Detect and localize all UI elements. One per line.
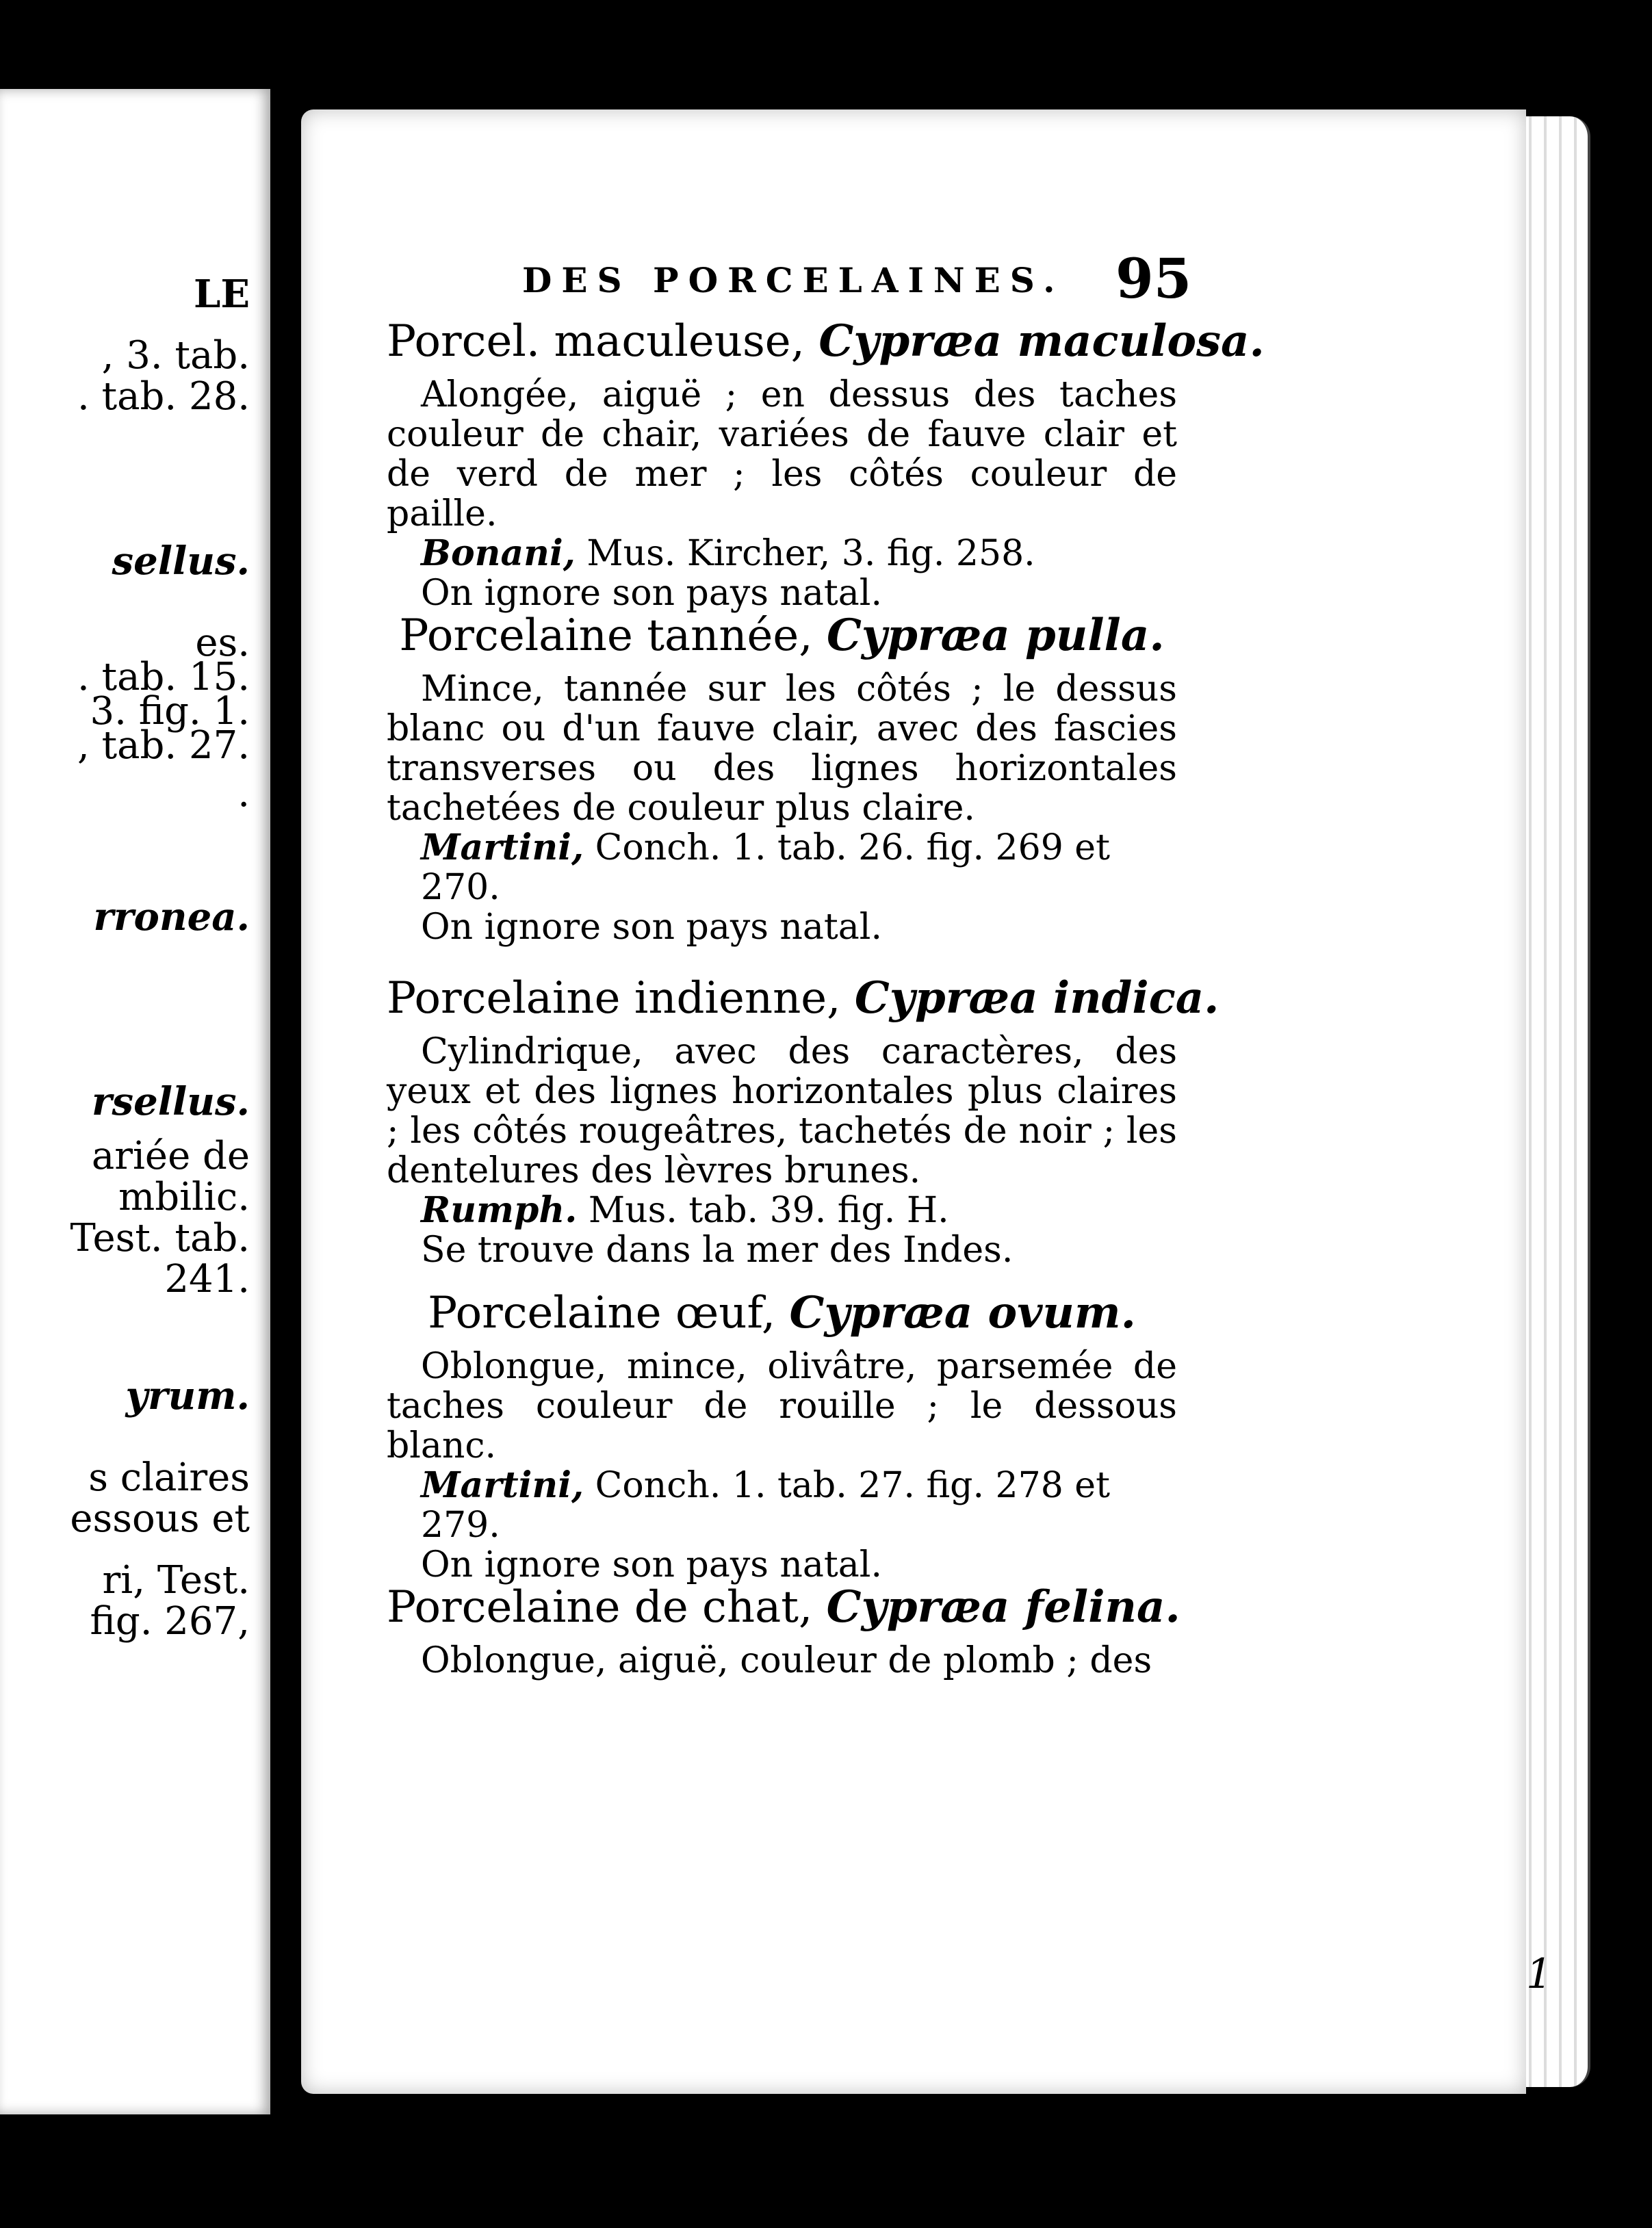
entry-title [387, 1286, 1177, 1340]
entry-latin: Cypræa ovum. [789, 1287, 1136, 1338]
ref-author: Martini, [421, 827, 584, 868]
left-page-line: Test. tab. [70, 1216, 250, 1260]
left-page-line: fig. 267, [90, 1599, 250, 1644]
left-page-line: 3. fig. 1. [90, 689, 250, 734]
left-page-line: LE [193, 272, 250, 317]
entry-maculosa [387, 315, 1265, 614]
ref-text: Conch. 1. tab. 26. fig. 269 et 270. [421, 827, 1110, 908]
left-page-line: rsellus. [92, 1079, 250, 1124]
ref-text: Conch. 1. tab. 27. fig. 278 et 279. [421, 1465, 1110, 1546]
left-page-line: ri, Test. [102, 1558, 250, 1603]
description-text: Oblongue, mince, olivâtre, parsemée de taches couleur de rouille ; le dessous blanc. [387, 1346, 1177, 1466]
entry-reference [387, 534, 1177, 573]
entry-ovum [387, 1286, 1177, 1585]
page-number: 95 [1115, 246, 1192, 311]
ref-author: Rumph. [421, 1189, 578, 1231]
entry-latin: Cypræa pulla. [826, 610, 1165, 661]
left-page-line: mbilic. [118, 1175, 250, 1219]
ref-text: Mus. Kircher, 3. fig. 258. [586, 533, 1035, 574]
left-page-line: 241. [164, 1257, 250, 1301]
entry-title [387, 315, 1265, 368]
ref-author: Martini, [421, 1464, 584, 1506]
entry-name: Porcelaine indienne, [387, 973, 841, 1024]
entry-reference [387, 1466, 1177, 1545]
entry-title [387, 1581, 1180, 1634]
entry-description [387, 1032, 1177, 1191]
entry-name: Porcel. maculeuse, [387, 316, 805, 367]
entry-latin: Cypræa maculosa. [818, 315, 1265, 367]
entry-description [387, 669, 1177, 828]
left-page-line: rronea. [93, 894, 250, 940]
entry-latin: Cypræa felina. [826, 1581, 1180, 1633]
left-page-line: s claires [88, 1455, 250, 1500]
left-page-line: ariée de [91, 1134, 250, 1178]
description-text: Oblongue, aiguë, couleur de plomb ; des [421, 1640, 1152, 1681]
ref-text: Mus. tab. 39. fig. H. [588, 1190, 949, 1231]
left-page-line: es. [195, 621, 250, 665]
left-page-line: , 3. tab. [101, 333, 250, 378]
left-page-line: essous et [70, 1497, 250, 1541]
entry-reference [387, 1191, 1177, 1230]
description-text: Alongée, aiguë ; en dessus des taches couleur de chair, variées de fauve clair et de verd de mer ; les côtés couleur de paille. [387, 374, 1177, 534]
entry-description [387, 1641, 1177, 1681]
entry-latin: Cypræa indica. [854, 972, 1219, 1024]
left-page-line: . [237, 771, 250, 816]
left-page-line: yrum. [125, 1373, 250, 1419]
left-page-line: sellus. [112, 539, 250, 584]
entry-origin: On ignore son pays natal. [421, 907, 882, 948]
left-page-line: . tab. 15. [77, 655, 250, 699]
entry-description [387, 1347, 1177, 1466]
entry-name: Porcelaine tannée, [399, 610, 813, 661]
entry-title [387, 609, 1177, 662]
entry-name: Porcelaine de chat, [387, 1582, 813, 1633]
margin-mark: 1 [1526, 1950, 1553, 1998]
running-title: DES PORCELAINES. [522, 260, 1065, 300]
ref-author: Bonani, [421, 532, 576, 574]
entry-title [387, 972, 1219, 1025]
description-text: Cylindrique, avec des caractères, des yeux et des lignes horizontales plus claires ; les côtés rougeâtres, tachetés de noir ; les dentelures des lèvres brunes. [387, 1031, 1177, 1191]
entry-origin: On ignore son pays natal. [421, 573, 882, 614]
left-page-line: , tab. 27. [77, 723, 250, 768]
entry-pulla [387, 609, 1177, 947]
entry-felina [387, 1581, 1180, 1681]
entry-indica [387, 972, 1219, 1271]
left-page-line: . tab. 28. [77, 374, 250, 419]
entry-description [387, 375, 1177, 534]
entry-name: Porcelaine œuf, [428, 1288, 776, 1338]
left-page [0, 89, 277, 2114]
entry-origin: On ignore son pays natal. [421, 1544, 882, 1585]
description-text: Mince, tannée sur les côtés ; le dessus blanc ou d'un fauve clair, avec des fascies transverses ou des lignes horizontales tachetées de couleur plus claire. [387, 669, 1177, 829]
entry-origin: Se trouve dans la mer des Indes. [421, 1230, 1014, 1271]
entry-reference [387, 828, 1177, 907]
